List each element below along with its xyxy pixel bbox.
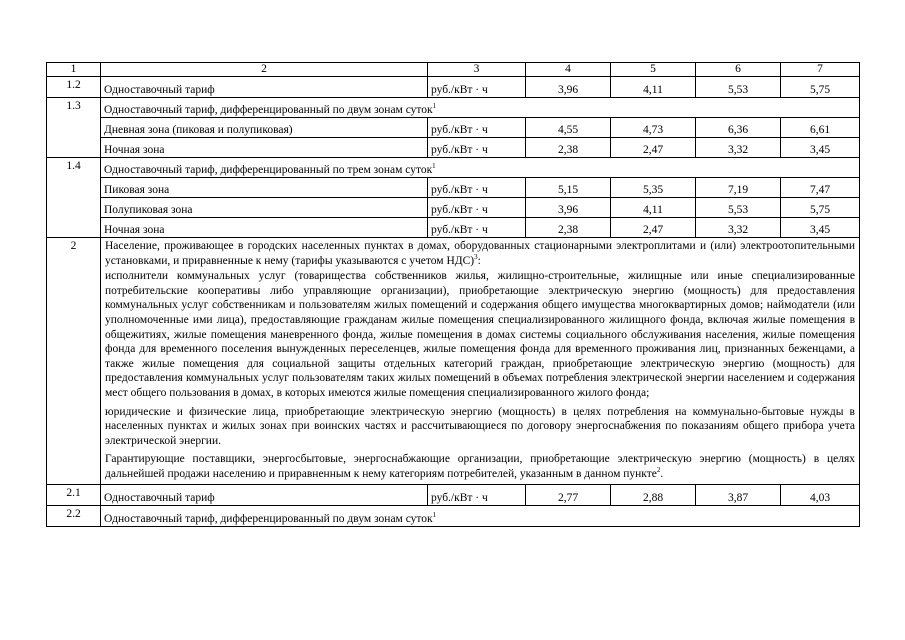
paragraph: юридические и физические лица, приобретающие электрическую энергию (мощность) в целях потребления на коммунально-бытовые нужды в населенных пунктах и жилых зонах при воинских частях и рассчитывающиеся по договору энергоснабжения по показаниям общего прибора учета электрической энергии. (105, 405, 855, 447)
footnote-ref: 1 (432, 510, 437, 519)
paragraph (105, 452, 855, 481)
value-cell: 5,53 (696, 198, 781, 218)
row-number: 1.3 (47, 98, 101, 158)
tariff-section-text: Одноставочный тариф, дифференцированный по двум зонам суток (104, 512, 433, 525)
column-header: 1 (47, 63, 101, 77)
value-cell: 4,73 (611, 118, 696, 138)
value-cell: 7,47 (781, 178, 860, 198)
paragraph-text-end: . (660, 467, 664, 480)
value-cell: 2,38 (526, 218, 611, 238)
table-row (47, 178, 860, 198)
value-cell: 3,45 (781, 138, 860, 158)
value-cell: 3,87 (696, 484, 781, 505)
value-cell: 2,88 (611, 484, 696, 505)
unit-cell: руб./кВт · ч (428, 198, 526, 218)
value-cell: 3,45 (781, 218, 860, 238)
value-cell: 5,75 (781, 77, 860, 98)
value-cell: 4,55 (526, 118, 611, 138)
unit-cell: руб./кВт · ч (428, 484, 526, 505)
value-cell: 2,47 (611, 138, 696, 158)
zone-name: Пиковая зона (101, 178, 428, 198)
tariff-section-text: Одноставочный тариф, дифференцированный по трем зонам суток (104, 164, 433, 176)
value-cell: 7,19 (696, 178, 781, 198)
value-cell: 5,75 (781, 198, 860, 218)
value-cell: 6,61 (781, 118, 860, 138)
row-number: 1.2 (47, 77, 101, 98)
value-cell: 3,96 (526, 77, 611, 98)
column-header: 6 (696, 63, 781, 77)
tariff-table (46, 62, 860, 527)
row-number: 2.2 (47, 505, 101, 526)
value-cell: 4,11 (611, 198, 696, 218)
zone-name: Ночная зона (101, 218, 428, 238)
tariff-section-title (101, 98, 860, 118)
value-cell: 6,36 (696, 118, 781, 138)
footnote-ref: 3 (474, 252, 478, 261)
value-cell: 4,03 (781, 484, 860, 505)
table-row (47, 505, 860, 526)
tariff-name: Одноставочный тариф (101, 484, 428, 505)
value-cell: 3,32 (696, 218, 781, 238)
paragraph: исполнители коммунальных услуг (товарищества собственников жилья, жилищно-строительные, жилищные или иные специализированные потребительские кооперативы либо управляющие организации), приобретающие электрическую энергию (мощность) для предоставления коммунальных услуг собственникам и пользователям жилых помещений и содержания общего имущества многоквартирных домов; наймодатели (или уполномоченные ими лица), предоставляющие гражданам жилые помещения специализированного жилищного фонда, включая жилые помещения в общежитиях, жилые помещения маневренного фонда, жилые помещения в домах системы социального обслуживания населения, жилые помещения фонда для временного поселения вынужденных переселенцев, жилые помещения фонда для временного проживания лиц, признанных беженцами, а также жилые помещения для социальной защиты отдельных категорий граждан, приобретающие электрическую энергию (мощность) для предоставления коммунальных услуг пользователям таких жилых помещений в объемах потребления электрической энергии населением и содержания мест общего пользования в домах, в которых имеются жилые помещения специализированного жилого фонда; (105, 270, 855, 399)
zone-name: Ночная зона (101, 138, 428, 158)
table-row (47, 118, 860, 138)
paragraph-text: Население, проживающее в городских населенных пунктах в домах, оборудованных стационарными электроплитами и (или) электроотопительными установками, и приравненные к нему (тарифы указываются с учетом НДС) (105, 240, 855, 267)
tariff-section-title (101, 505, 860, 526)
table-row (47, 218, 860, 238)
column-header: 7 (781, 63, 860, 77)
paragraph-text: Гарантирующие поставщики, энергосбытовые, энергоснабжающие организации, приобретающие электрическую энергию (мощность) в целях дальнейшей продажи населению и приравненным к нему категориям потребителей, указанным в данном пункте (105, 453, 855, 480)
tariff-section-text: Одноставочный тариф, дифференцированный по двум зонам суток (104, 104, 433, 116)
value-cell: 5,35 (611, 178, 696, 198)
table-row (47, 484, 860, 505)
row-number: 1.4 (47, 158, 101, 238)
value-cell: 3,96 (526, 198, 611, 218)
footnote-ref: 1 (432, 102, 437, 110)
footnote-ref: 1 (432, 162, 436, 170)
tariff-section-title (101, 158, 860, 178)
column-number-header-row (47, 63, 860, 77)
column-header: 2 (101, 63, 428, 77)
zone-name: Дневная зона (пиковая и полупиковая) (101, 118, 428, 138)
row-number: 2.1 (47, 484, 101, 505)
table-row (47, 158, 860, 178)
unit-cell: руб./кВт · ч (428, 218, 526, 238)
tariff-name: Одноставочный тариф (101, 77, 428, 98)
consumer-group-description (101, 238, 860, 485)
column-header: 5 (611, 63, 696, 77)
unit-cell: руб./кВт · ч (428, 118, 526, 138)
zone-name: Полупиковая зона (101, 198, 428, 218)
value-cell: 2,47 (611, 218, 696, 238)
value-cell: 4,11 (611, 77, 696, 98)
table-row (47, 138, 860, 158)
table-row (47, 77, 860, 98)
column-header: 4 (526, 63, 611, 77)
table-row (47, 238, 860, 485)
value-cell: 5,15 (526, 178, 611, 198)
value-cell: 2,77 (526, 484, 611, 505)
value-cell: 2,38 (526, 138, 611, 158)
unit-cell: руб./кВт · ч (428, 77, 526, 98)
footnote-ref: 2 (656, 465, 661, 474)
unit-cell: руб./кВт · ч (428, 178, 526, 198)
paragraph (105, 239, 855, 268)
row-number: 2 (47, 238, 101, 485)
unit-cell: руб./кВт · ч (428, 138, 526, 158)
paragraph-text-end: : (477, 254, 481, 267)
value-cell: 3,32 (696, 138, 781, 158)
value-cell: 5,53 (696, 77, 781, 98)
table-row (47, 98, 860, 118)
table-row (47, 198, 860, 218)
column-header: 3 (428, 63, 526, 77)
